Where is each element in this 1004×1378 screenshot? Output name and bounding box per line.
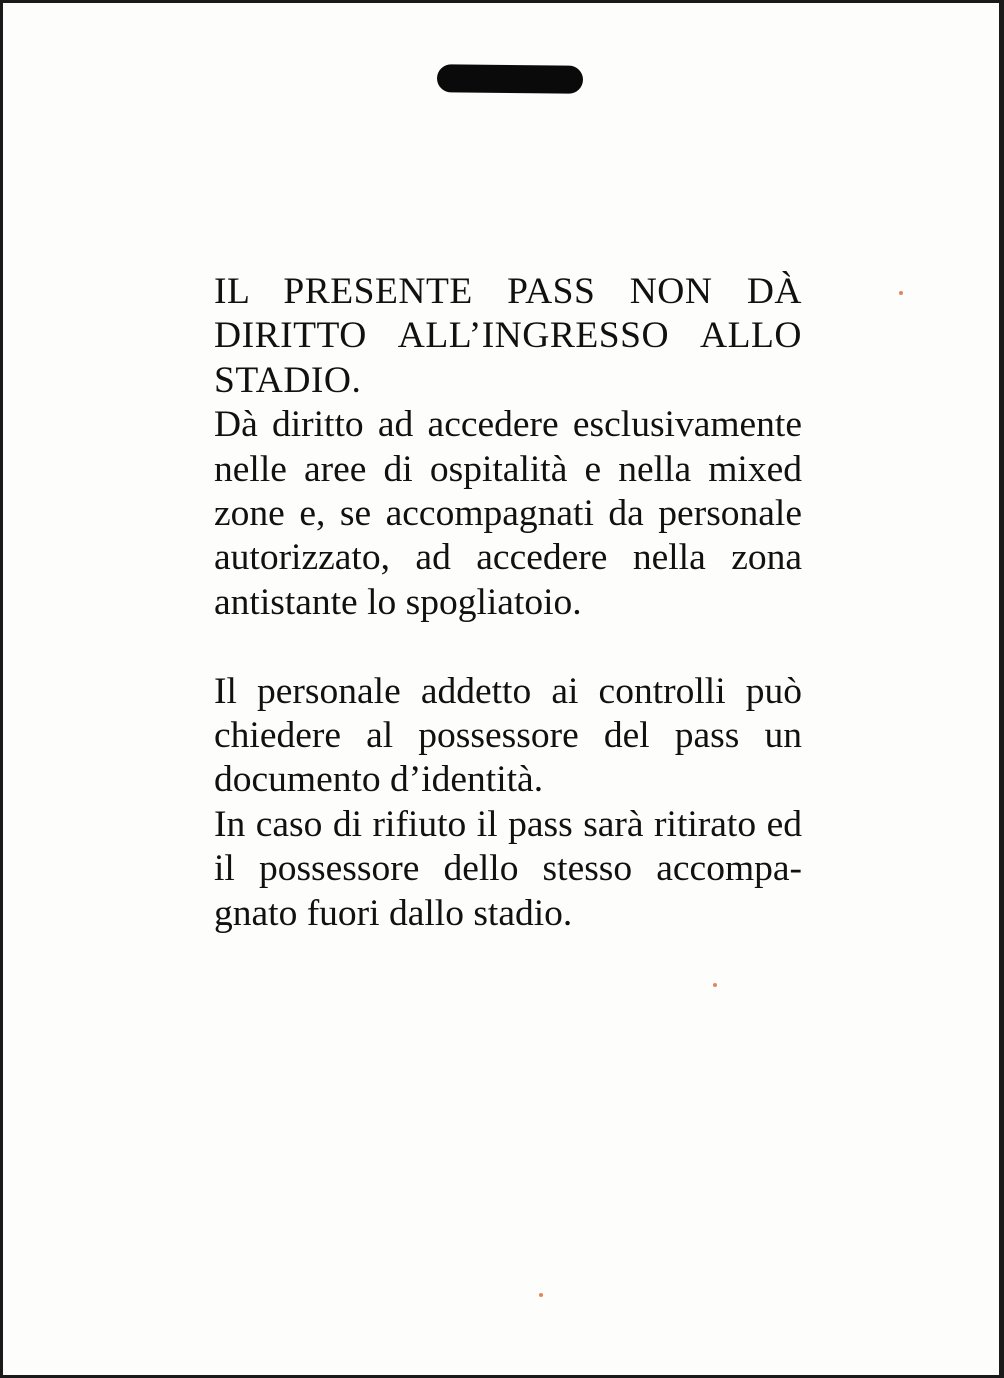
access-line: antistante lo spogliatoio. (214, 581, 582, 623)
heading-line: STADIO. (214, 359, 362, 401)
control-line: Il personale addetto ai controlli può (214, 670, 802, 712)
access-line: Dà diritto ad accedere esclusivamente (214, 404, 802, 446)
access-line: nelle aree di ospitalità e nella mixed (214, 448, 802, 490)
print-speck (713, 983, 717, 987)
heading-line: IL PRESENTE PASS NON DÀ (214, 271, 802, 312)
print-speck (899, 291, 903, 295)
refusal-line: In caso di rifiuto il pass sarà ritirato ed (214, 803, 802, 845)
heading-line: DIRITTO ALL’INGRESSO ALLO (214, 315, 802, 357)
control-line: chiedere al possessore del pass un (214, 715, 802, 757)
paragraph-spacer (214, 625, 802, 669)
print-speck (539, 1293, 543, 1297)
access-line: autorizzato, ad accedere nella zona (214, 537, 802, 579)
refusal-line: il possessore dello stesso accompa- (214, 848, 802, 890)
lanyard-slot (437, 64, 583, 94)
access-line: zone e, se accompagnati da personale (214, 493, 802, 535)
control-line: documento d’identità. (214, 759, 544, 801)
refusal-line: gnato fuori dallo stadio. (214, 892, 573, 934)
pass-notice-text (214, 270, 802, 936)
